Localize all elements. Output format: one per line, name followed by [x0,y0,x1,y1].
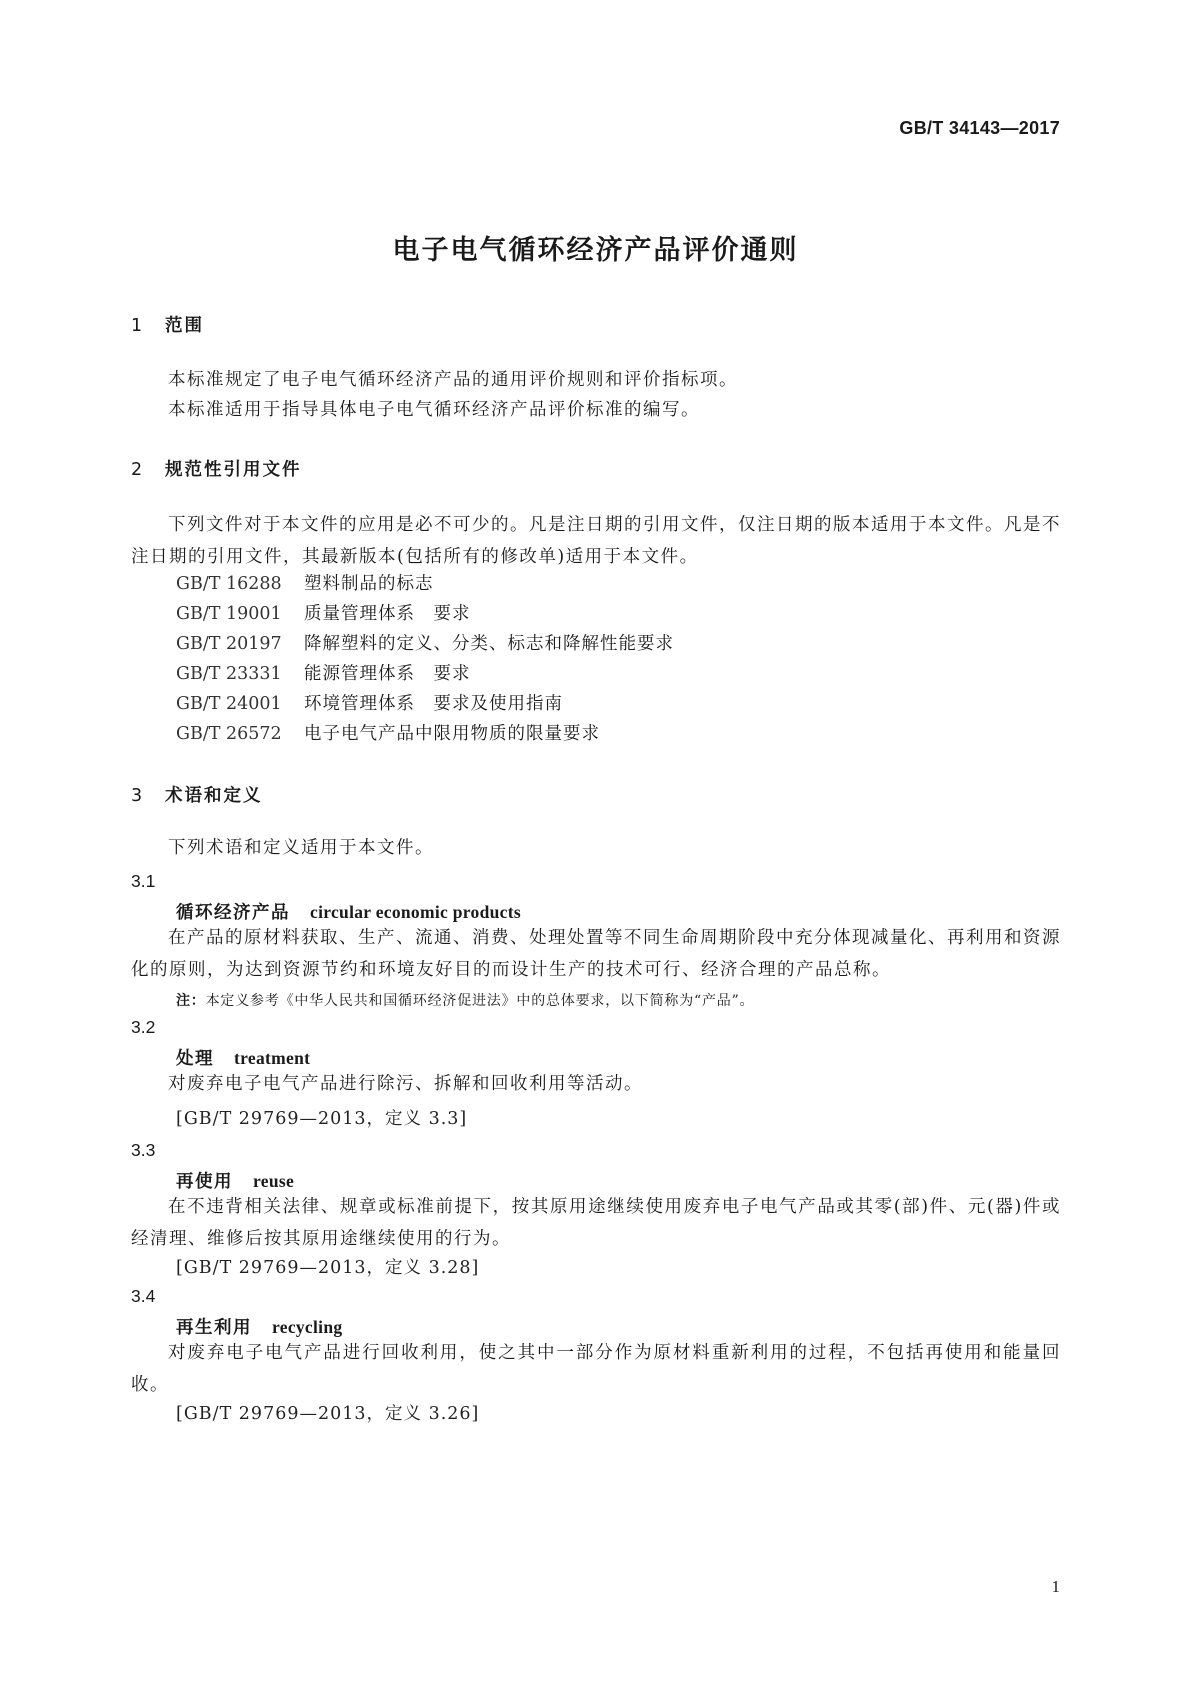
section-title: 规范性引用文件 [165,460,302,480]
section-number: 1 [131,316,143,336]
page-number: 1 [1051,1577,1060,1596]
reference-code: GB/T 23331 [176,664,282,684]
term-definition: 在不违背相关法律、规章或标准前提下，按其原用途继续使用废弃电子电气产品或其零(部)件、元(器)件或经清理、维修后按其原用途继续使用的行为。 [131,1197,1061,1249]
reference-code: GB/T 19001 [176,604,282,624]
reference-item [176,688,563,720]
term-chinese: 处理 [176,1049,214,1069]
terms-intro-paragraph: 下列术语和定义适用于本文件。 [168,838,434,858]
term-english: circular economic products [310,902,521,922]
reference-code: GB/T 24001 [176,694,282,714]
term-chinese: 循环经济产品 [176,903,290,923]
term-heading [176,1045,310,1070]
reference-item [176,628,674,660]
scope-paragraph-2: 本标准适用于指导具体电子电气循环经济产品评价标准的编写。 [168,400,700,420]
reference-item [176,568,434,600]
reference-title: 降解塑料的定义、分类、标志和降解性能要求 [304,634,674,654]
reference-title: 塑料制品的标志 [304,574,434,594]
note-text: 本定义参考《中华人民共和国循环经济促进法》中的总体要求，以下简称为“产品”。 [205,993,755,1009]
term-heading [176,1168,294,1193]
term-english: recycling [272,1317,343,1337]
reference-title: 环境管理体系 要求及使用指南 [304,694,563,714]
scope-paragraph-1: 本标准规定了电子电气循环经济产品的通用评价规则和评价指标项。 [168,370,738,390]
section-title: 术语和定义 [165,786,263,806]
section-title: 范围 [165,316,204,336]
reference-code: GB/T 26572 [176,724,282,744]
reference-code: GB/T 20197 [176,634,282,654]
section-number: 3 [131,786,143,806]
term-definition: 对废弃电子电气产品进行回收利用，使之其中一部分作为原材料重新利用的过程，不包括再使用和能量回收。 [131,1343,1061,1395]
reference-title: 质量管理体系 要求 [304,604,471,624]
section-heading-terms [131,782,263,807]
note-label: 注： [176,993,206,1009]
section-heading-normative-references [131,456,302,481]
term-number: 3.2 [131,1017,156,1037]
reference-item [176,718,600,750]
section-number: 2 [131,460,143,480]
standard-number: GB/T 34143—2017 [899,118,1060,138]
term-english: treatment [234,1048,311,1068]
section-heading-scope [131,312,204,337]
reference-title: 能源管理体系 要求 [304,664,471,684]
term-english: reuse [253,1171,295,1191]
term-chinese: 再使用 [176,1172,233,1192]
term-citation: [GB/T 29769—2013，定义 3.3] [176,1109,468,1129]
reference-item [176,598,471,630]
term-citation: [GB/T 29769—2013，定义 3.28] [176,1258,480,1278]
reference-item [176,658,471,690]
term-note [176,990,754,1010]
reference-code: GB/T 16288 [176,574,282,594]
term-number: 3.4 [131,1286,156,1306]
normative-intro-paragraph: 下列文件对于本文件的应用是必不可少的。凡是注日期的引用文件，仅注日期的版本适用于本文件。凡是不注日期的引用文件，其最新版本(包括所有的修改单)适用于本文件。 [131,515,1061,567]
term-heading [176,1314,342,1339]
term-definition: 在产品的原材料获取、生产、流通、消费、处理处置等不同生命周期阶段中充分体现减量化、再利用和资源化的原则，为达到资源节约和环境友好目的而设计生产的技术可行、经济合理的产品总称。 [131,928,1061,980]
document-title: 电子电气循环经济产品评价通则 [392,235,799,266]
term-number: 3.3 [131,1140,156,1160]
term-heading [176,899,521,924]
term-citation: [GB/T 29769—2013，定义 3.26] [176,1404,480,1424]
term-chinese: 再生利用 [176,1318,252,1338]
term-definition: 对废弃电子电气产品进行除污、拆解和回收利用等活动。 [168,1074,643,1094]
term-number: 3.1 [131,871,156,891]
reference-title: 电子电气产品中限用物质的限量要求 [304,724,600,744]
